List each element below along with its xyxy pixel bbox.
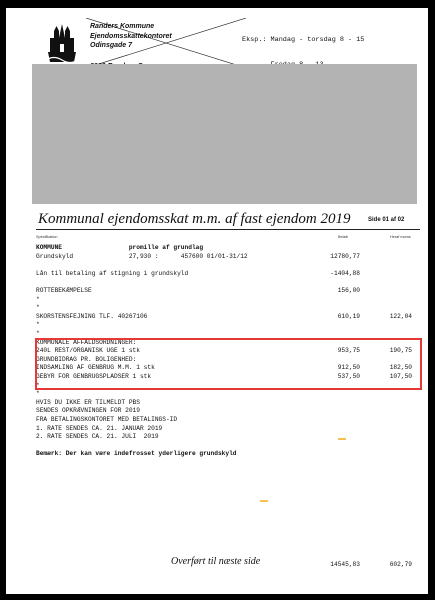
tax-document-page bbox=[6, 8, 428, 594]
row-text: * bbox=[36, 304, 40, 312]
row-amount: -1404,88 bbox=[330, 269, 360, 277]
row-vat: 122,04 bbox=[389, 312, 412, 320]
carried-forward-vat: 602,79 bbox=[389, 561, 412, 568]
row-amount: 537,50 bbox=[337, 373, 360, 380]
row-text: KOMMUNALE AFFALDSORDNINGER: bbox=[36, 338, 137, 346]
header-amount: Beløb bbox=[338, 235, 348, 239]
redacted-area bbox=[32, 64, 417, 204]
document-title: Kommunal ejendomsskat m.m. af fast ejendom 2019 bbox=[38, 211, 351, 227]
row-text: SENDES OPKRÆVNINGEN FOR 2019 bbox=[36, 407, 140, 415]
row-text: 2. RATE SENDES CA. 21. JULI 2019 bbox=[36, 433, 159, 441]
row-text: KOMMUNE promille af grundlag bbox=[36, 244, 204, 251]
row-vat: 190,75 bbox=[389, 347, 412, 355]
row-text: 1. RATE SENDES CA. 21. JANUAR 2019 bbox=[36, 424, 163, 432]
row-text: ROTTEBEKÆMPELSE bbox=[36, 287, 92, 294]
row-text: Grundskyld 27,930 : 457600 01/01-31/12 bbox=[36, 252, 248, 260]
row-amount: 912,50 bbox=[337, 364, 360, 372]
row-text: * bbox=[36, 381, 40, 389]
row-text: * bbox=[36, 321, 40, 329]
row-text: * bbox=[36, 295, 40, 303]
sender-line-3: Odinsgade 7 bbox=[90, 42, 133, 49]
row-text: INDSAMLING AF GENBRUG M.M. 1 stk bbox=[36, 364, 155, 372]
row-text: 240L REST/ORGANISK UGE 1 stk bbox=[36, 347, 140, 355]
row-amount: 12780,77 bbox=[330, 252, 360, 260]
row-amount: 610,19 bbox=[337, 312, 360, 320]
row-amount: 953,75 bbox=[337, 347, 360, 355]
row-amount: 156,00 bbox=[337, 287, 360, 294]
row-vat: 107,50 bbox=[389, 373, 412, 380]
office-line-1: Eksp.: Mandag - torsdag 8 - 15 bbox=[242, 35, 365, 44]
randers-coat-of-arms-logo bbox=[44, 22, 80, 64]
carried-forward-amount: 14545,83 bbox=[330, 561, 360, 568]
highlight-mark bbox=[338, 438, 346, 440]
row-text: Bemærk: Der kan være indefrosset yderligere grundskyld bbox=[36, 450, 237, 458]
header-specification: Specifikation bbox=[36, 235, 58, 239]
row-text: GEBYR FOR GENBRUGSPLADSER 1 stk bbox=[36, 373, 152, 380]
row-text: * bbox=[36, 390, 40, 398]
sender-line-1: Randers Kommune bbox=[90, 23, 155, 30]
header-vat: Heraf moms bbox=[390, 235, 411, 239]
row-text: SKORSTENSFEJNING TLF. 40267106 bbox=[36, 312, 148, 320]
title-rule bbox=[36, 229, 420, 230]
highlight-box bbox=[35, 338, 422, 390]
row-text: GRUNDBIDRAG PR. BOLIGENHED: bbox=[36, 355, 137, 363]
strike-through-cross bbox=[86, 18, 246, 68]
row-vat: 182,50 bbox=[389, 364, 412, 372]
carried-forward-label: Overført til næste side bbox=[171, 556, 261, 567]
sender-line-2: Ejendomsskattekontoret bbox=[90, 32, 172, 40]
row-text: Lån til betaling af stigning i grundskyld bbox=[36, 269, 189, 277]
row-text: HVIS DU IKKE ER TILMELDT PBS bbox=[36, 398, 140, 406]
row-text: * bbox=[36, 330, 40, 337]
highlight-mark bbox=[260, 500, 268, 502]
row-text: FRA BETALINGSKONTORET MED BETALINGS-ID bbox=[36, 416, 178, 423]
page-number: Side 01 af 02 bbox=[368, 217, 405, 223]
